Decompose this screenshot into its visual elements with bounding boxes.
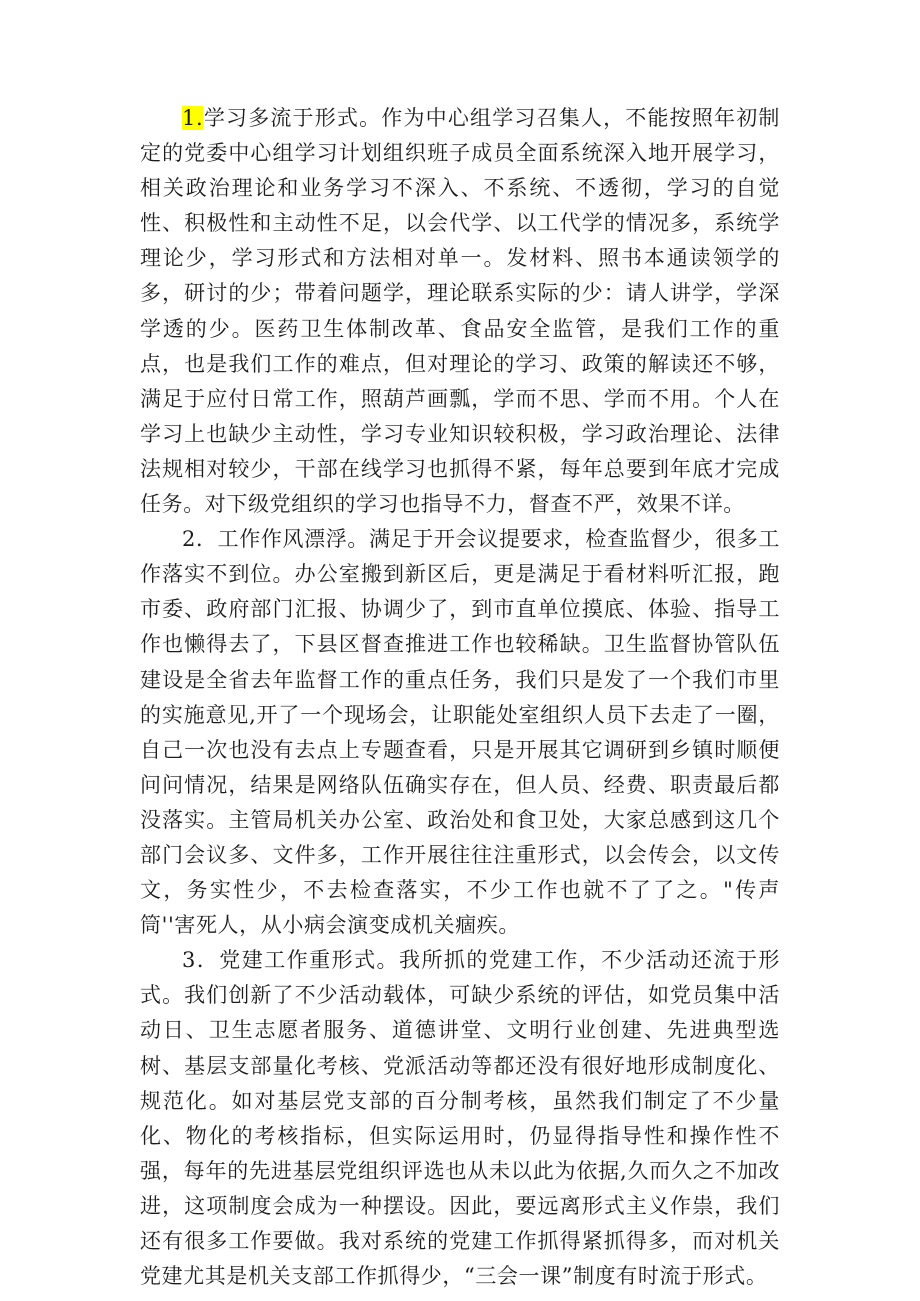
paragraph-3 <box>140 943 780 1294</box>
paragraph-2-text: 工作作风漂浮。满足于开会议提要求，检查监督少，很多工作落实不到位。办公室搬到新区后，更是满足于看材料听汇报，跑市委、政府部门汇报、协调少了，到市直单位摸底、体验、指导工作也懒得去了，下县区督查推进工作也较稀缺。卫生监督协管队伍建设是全省去年监督工作的重点任务，我们只是发了一个我们市里的实施意见,开了一个现场会，让职能处室组织人员下去走了一圈，自己一次也没有去点上专题查看，只是开展其它调研到乡镇时顺便问问情况，结果是网络队伍确实存在，但人员、经费、职责最后都没落实。主管局机关办公室、政治处和食卫处，大家总感到这几个部门会议多、文件多，工作开展往往注重形式，以会传会，以文传文，务实性少，不去检查落实，不少工作也就不了了之。"传声筒''害死人，从小病会演变成机关痼疾。 <box>140 527 780 938</box>
paragraph-1 <box>140 101 780 522</box>
document-body <box>140 101 780 1294</box>
paragraph-2-number: 2． <box>182 527 218 552</box>
paragraph-3-text: 党建工作重形式。我所抓的党建工作，不少活动还流于形式。我们创新了不少活动载体，可缺少系统的评估，如党员集中活动日、卫生志愿者服务、道德讲堂、文明行业创建、先进典型选树、基层支部量化考核、党派活动等都还没有很好地形成制度化、规范化。如对基层党支部的百分制考核，虽然我们制定了不少量化、物化的考核指标，但实际运用时，仍显得指导性和操作性不强，每年的先进基层党组织评选也从未以此为依据,久而久之不加改进，这项制度会成为一种摆设。因此，要远离形式主义作祟，我们还有很多工作要做。我对系统的党建工作抓得紧抓得多，而对机关党建尤其是机关支部工作抓得少，“三会一课”制度有时流于形式。 <box>140 948 781 1289</box>
paragraph-2 <box>140 522 780 943</box>
paragraph-1-number: 1. <box>182 106 204 130</box>
paragraph-1-text: 学习多流于形式。作为中心组学习召集人，不能按照年初制定的党委中心组学习计划组织班子成员全面系统深入地开展学习，相关政治理论和业务学习不深入、不系统、不透彻，学习的自觉性、积极性和主动性不足，以会代学、以工代学的情况多，系统学理论少，学习形式和方法相对单一。发材料、照书本通读领学的多，研讨的少；带着问题学，理论联系实际的少：请人讲学，学深学透的少。医药卫生体制改革、食品安全监管，是我们工作的重点，也是我们工作的难点，但对理论的学习、政策的解读还不够，满足于应付日常工作，照葫芦画瓢，学而不思、学而不用。个人在学习上也缺少主动性，学习专业知识较积极，学习政治理论、法律法规相对较少，干部在线学习也抓得不紧，每年总要到年底才完成任务。对下级党组织的学习也指导不力，督查不严，效果不详。 <box>140 106 780 517</box>
paragraph-3-number: 3． <box>182 948 220 973</box>
